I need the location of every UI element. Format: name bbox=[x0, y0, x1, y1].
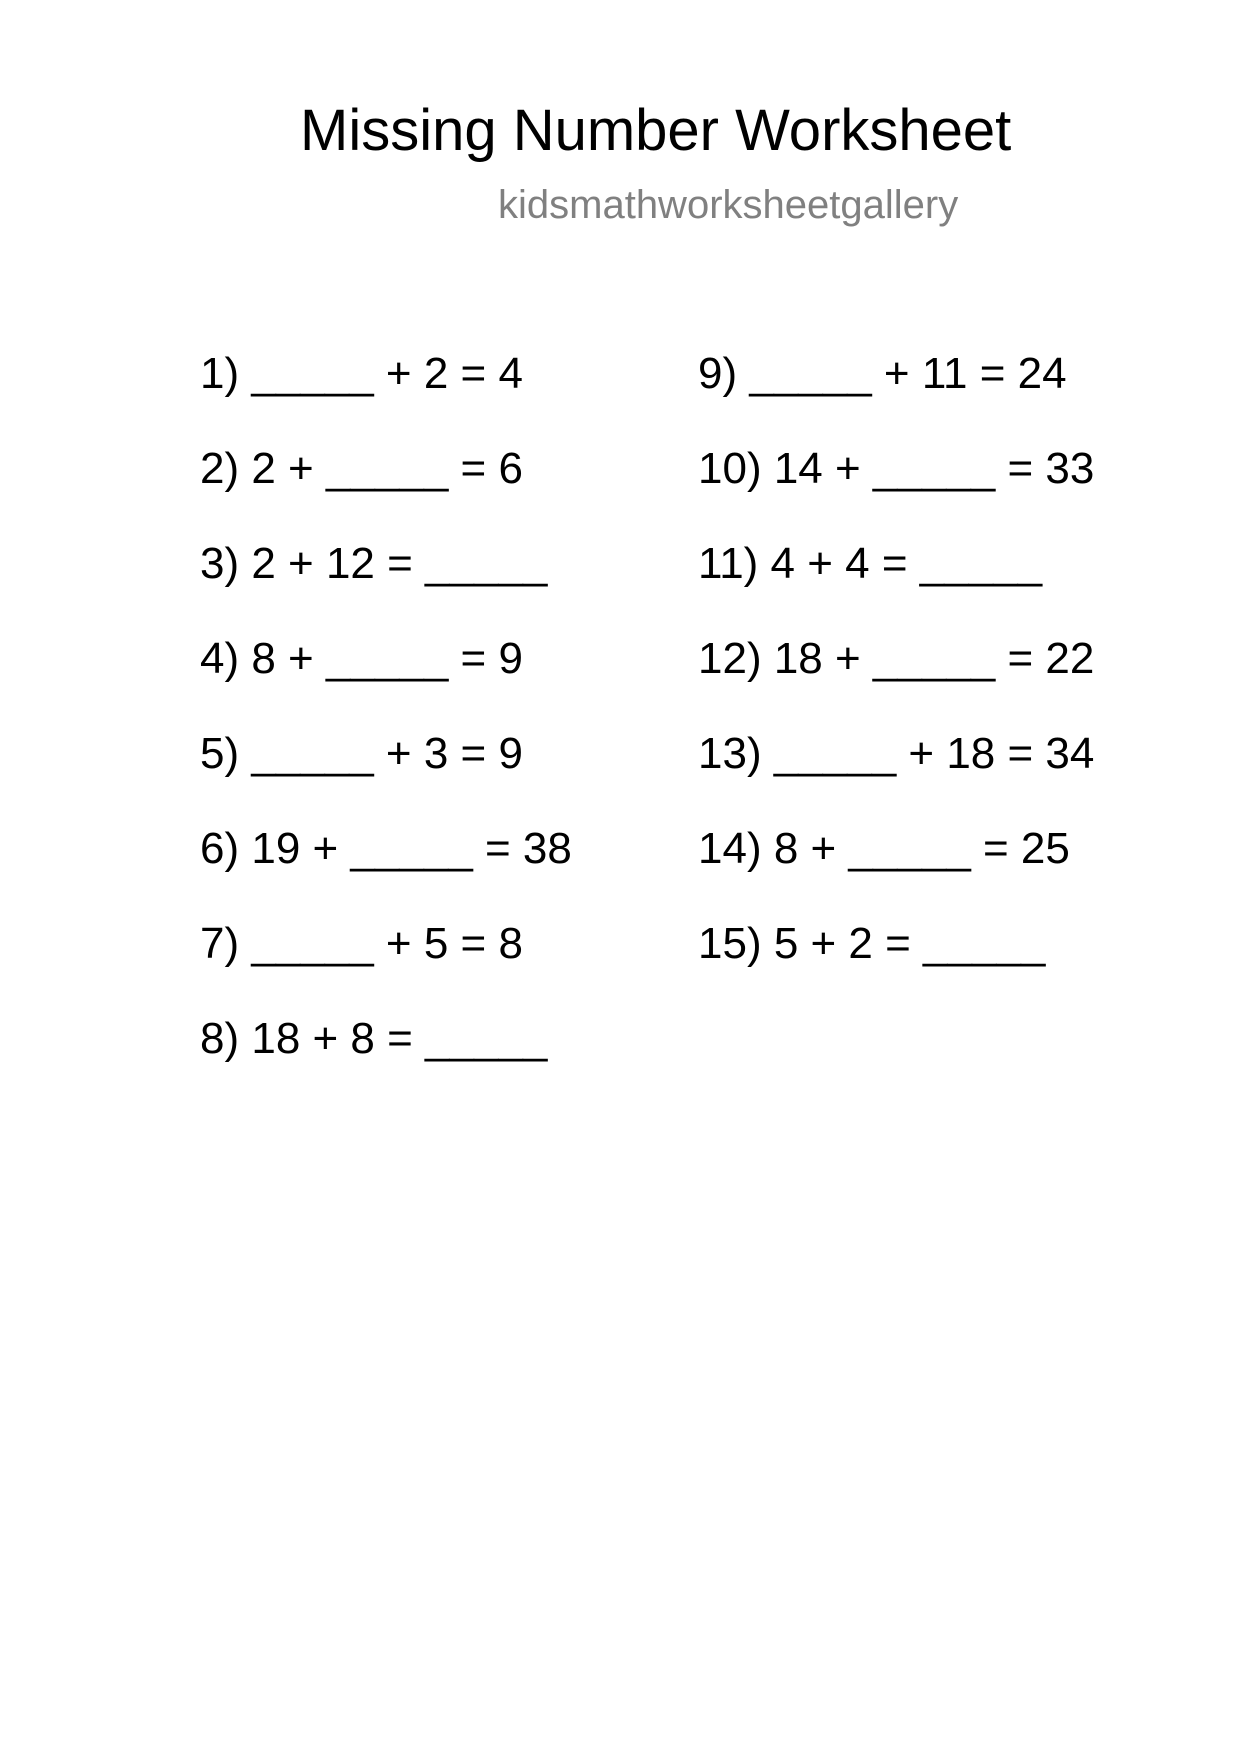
problem-9: 9) _____ + 11 = 24 bbox=[698, 349, 1067, 398]
problem-6: 6) 19 + _____ = 38 bbox=[200, 824, 572, 873]
problem-4: 4) 8 + _____ = 9 bbox=[200, 634, 523, 683]
problem-11: 11) 4 + 4 = _____ bbox=[698, 539, 1043, 588]
worksheet-title: Missing Number Worksheet bbox=[300, 98, 1012, 163]
problem-12: 12) 18 + _____ = 22 bbox=[698, 634, 1095, 683]
problems-left-column bbox=[200, 346, 572, 1106]
problem-3: 3) 2 + 12 = _____ bbox=[200, 539, 548, 588]
problem-1: 1) _____ + 2 = 4 bbox=[200, 349, 523, 398]
problem-14: 14) 8 + _____ = 25 bbox=[698, 824, 1070, 873]
problem-5: 5) _____ + 3 = 9 bbox=[200, 729, 523, 778]
problem-13: 13) _____ + 18 = 34 bbox=[698, 729, 1095, 778]
problem-7: 7) _____ + 5 = 8 bbox=[200, 919, 523, 968]
problem-8: 8) 18 + 8 = _____ bbox=[200, 1014, 548, 1063]
problem-10: 10) 14 + _____ = 33 bbox=[698, 444, 1095, 493]
problem-2: 2) 2 + _____ = 6 bbox=[200, 444, 523, 493]
problem-15: 15) 5 + 2 = _____ bbox=[698, 919, 1046, 968]
worksheet-source: kidsmathworksheetgallery bbox=[498, 183, 959, 227]
problems-right-column bbox=[698, 346, 1094, 1011]
